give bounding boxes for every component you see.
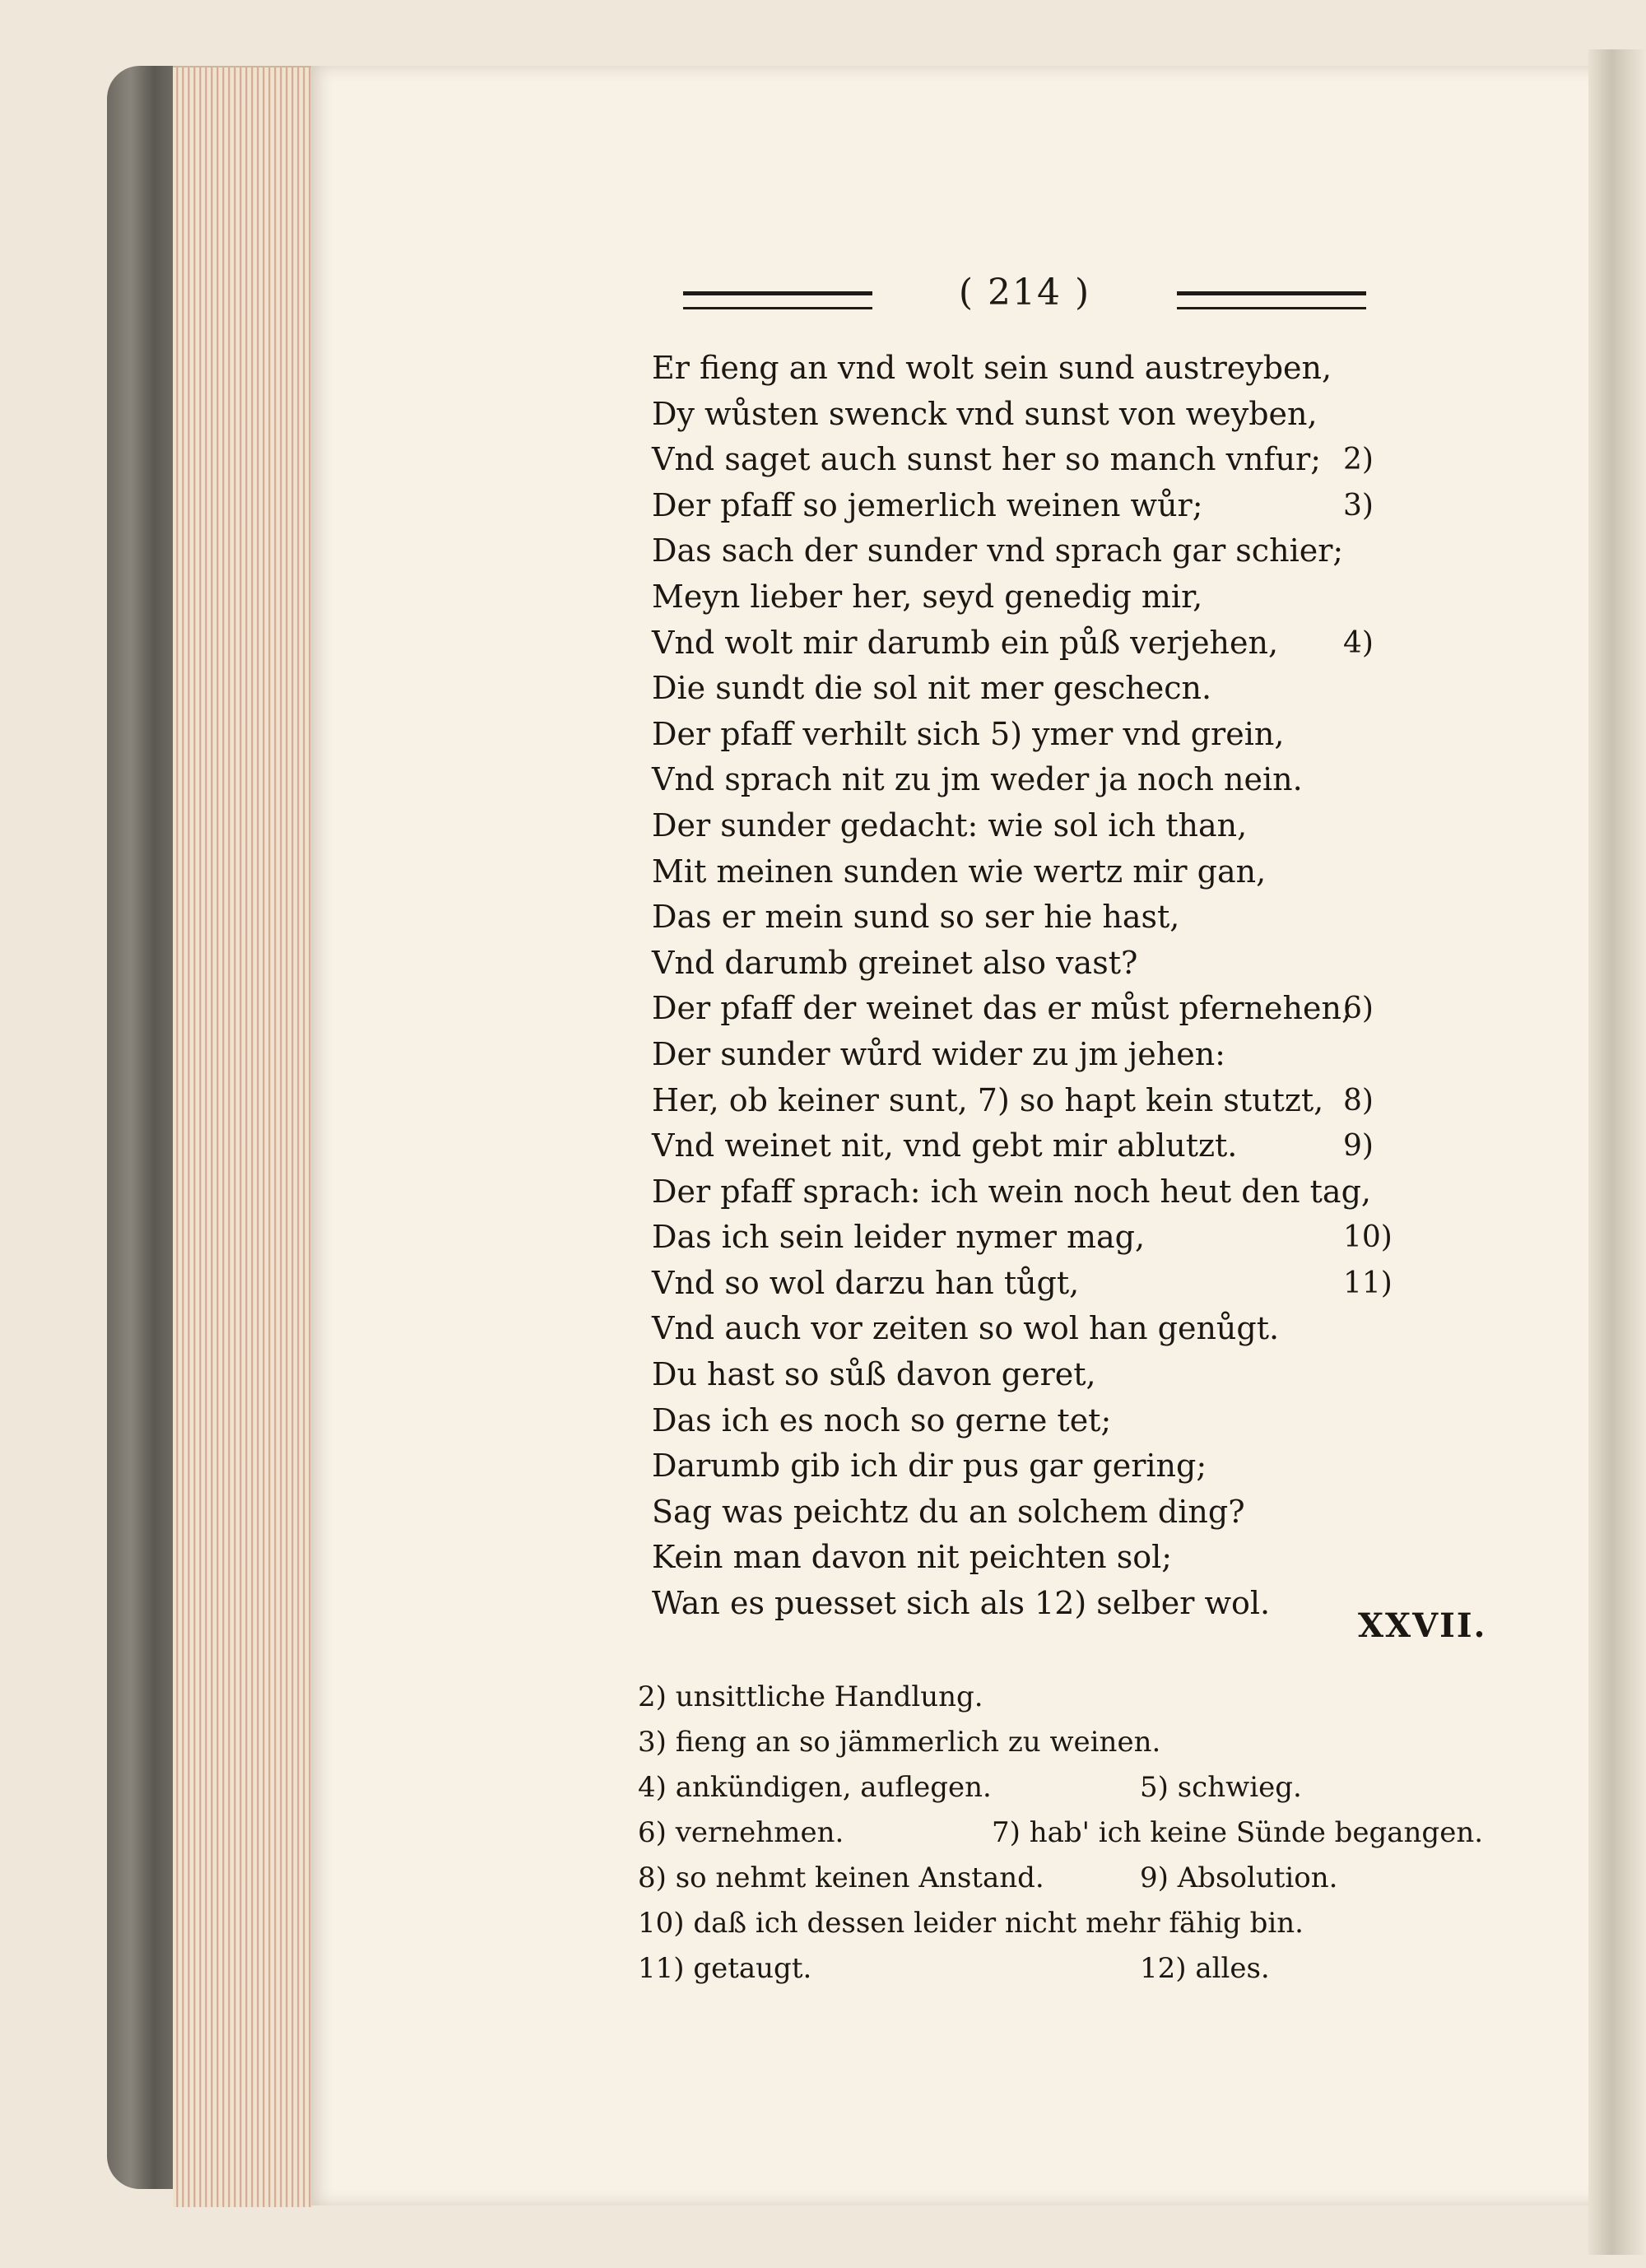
footnote-text: 11) getaugt.: [638, 1952, 812, 1985]
verse-text: Das er mein sund so ser hie hast,: [652, 899, 1180, 936]
verse-text: Der pfaff sprach: ich wein noch heut den tag,: [652, 1173, 1371, 1210]
footnote-text-secondary: 12) alles.: [1140, 1952, 1270, 1985]
verse-text: Darumb gib ich dir pus gar gering;: [652, 1448, 1207, 1485]
verse-line: [652, 483, 1541, 529]
verse-text: Das sach der sunder vnd sprach gar schier;: [652, 532, 1344, 569]
footnote-text-secondary: 5) schwieg.: [1140, 1771, 1302, 1804]
verse-line: [652, 620, 1541, 667]
verse-line: [652, 849, 1541, 895]
verse-text: Das ich sein leider nymer mag,: [652, 1219, 1146, 1256]
verse-text: Vnd wolt mir darumb ein půß verjehen,: [652, 624, 1279, 661]
verse-text: Vnd darumb greinet also vast?: [652, 944, 1138, 981]
footnote-text: 3) fieng an so jämmerlich zu weinen.: [638, 1726, 1161, 1759]
verse-line: [652, 1032, 1541, 1078]
footnote-marker: 4): [1343, 625, 1374, 660]
footnote-marker: 9): [1343, 1129, 1374, 1164]
verse-line: [652, 1535, 1541, 1581]
verse-text: Vnd weinet nit, vnd gebt mir ablutzt.: [652, 1127, 1238, 1164]
verse-text: Vnd auch vor zeiten so wol han genůgt.: [652, 1310, 1280, 1347]
verse-text: Der pfaff der weinet das er můst pfernehen,: [652, 990, 1352, 1027]
facing-page-gutter: [1588, 49, 1646, 2255]
verse-line: [652, 941, 1541, 987]
verse-text: Dy wůsten swenck vnd sunst von weyben,: [652, 395, 1318, 432]
footnote-marker: 10): [1343, 1220, 1393, 1255]
verse-line: [652, 392, 1541, 438]
head-rule-left: [683, 291, 872, 309]
verse-text: Vnd so wol darzu han tůgt,: [652, 1264, 1080, 1301]
verse-text: Du hast so sůß davon geret,: [652, 1356, 1096, 1393]
verse-line: [652, 437, 1541, 483]
footnote-text: 2) unsittliche Handlung.: [638, 1680, 983, 1713]
verse-text: Der pfaff verhilt sich 5) ymer vnd grein,: [652, 715, 1285, 752]
verse-line: [652, 895, 1541, 941]
verse-line: [652, 1352, 1541, 1398]
footnote-line: [638, 1901, 1502, 1946]
footnote-marker: 8): [1343, 1083, 1374, 1118]
verse-line: [652, 1306, 1541, 1352]
verse-text: Der sunder gedacht: wie sol ich than,: [652, 806, 1248, 844]
verse-line: [652, 757, 1541, 803]
footnotes: [638, 1675, 1502, 1991]
verse-text: Das ich es noch so gerne tet;: [652, 1401, 1112, 1438]
footnote-marker: 11): [1343, 1266, 1393, 1300]
footnote-text: 10) daß ich dessen leider nicht mehr fähig bin.: [638, 1907, 1304, 1940]
verse-line: [652, 1261, 1541, 1307]
verse-line: [652, 666, 1541, 712]
verse-line: [652, 1215, 1541, 1261]
footnote-line: [638, 1856, 1502, 1901]
footnote-marker: 3): [1343, 488, 1374, 523]
footnote-line: [638, 1720, 1502, 1765]
verse-text: Vnd sprach nit zu jm weder ja noch nein.: [652, 761, 1303, 798]
catchword: XXVII.: [1358, 1606, 1487, 1645]
verse-line: [652, 1078, 1541, 1124]
footnote-line: [638, 1946, 1502, 1991]
verse-text: Der pfaff so jemerlich weinen wůr;: [652, 486, 1203, 523]
verse-text: Mit meinen sunden wie wertz mir gan,: [652, 853, 1267, 890]
footnote-text: 4) ankündigen, auflegen.: [638, 1771, 992, 1804]
head-rule-right: [1177, 291, 1366, 309]
verse-text: Vnd saget auch sunst her so manch vnfur;: [652, 441, 1322, 478]
footnote-text: 6) vernehmen.: [638, 1816, 844, 1849]
verse-line: [652, 1123, 1541, 1169]
footnote-line: [638, 1765, 1502, 1810]
verse-text: Kein man davon nit peichten sol;: [652, 1539, 1173, 1576]
footnote-text: 8) so nehmt keinen Anstand.: [638, 1861, 1044, 1894]
page-number: ( 214 ): [958, 272, 1091, 314]
verse-text: Der sunder wůrd wider zu jm jehen:: [652, 1035, 1225, 1072]
verse-line: [652, 346, 1541, 392]
footnote-text-secondary: 7) hab' ich keine Sünde begangen.: [992, 1816, 1484, 1849]
footnote-line: [638, 1810, 1502, 1856]
footnote-marker: 6): [1343, 992, 1374, 1026]
verse-line: [652, 528, 1541, 574]
footnote-text-secondary: 9) Absolution.: [1140, 1861, 1338, 1894]
verse-line: [652, 1398, 1541, 1444]
verse-line: [652, 1490, 1541, 1536]
verse-text: Meyn lieber her, seyd genedig mir,: [652, 578, 1203, 615]
verse-text: Er fieng an vnd wolt sein sund austreyben,: [652, 350, 1332, 386]
verse-line: [652, 803, 1541, 849]
footnote-line: [638, 1675, 1502, 1720]
verse-text: Wan es puesset sich als 12) selber wol.: [652, 1585, 1271, 1622]
running-head: [683, 272, 1366, 321]
verse-line: [652, 712, 1541, 758]
page-stack-edge: [173, 66, 313, 2207]
verse-line: [652, 574, 1541, 620]
verse-text: Die sundt die sol nit mer geschecn.: [652, 670, 1212, 707]
verse-block: [652, 346, 1541, 1627]
verse-line: [652, 986, 1541, 1032]
footnote-marker: 2): [1343, 443, 1374, 477]
verse-line: [652, 1443, 1541, 1490]
verse-line: [652, 1169, 1541, 1215]
verse-text: Her, ob keiner sunt, 7) so hapt kein stutzt,: [652, 1081, 1324, 1118]
verse-text: Sag was peichtz du an solchem ding?: [652, 1493, 1245, 1530]
